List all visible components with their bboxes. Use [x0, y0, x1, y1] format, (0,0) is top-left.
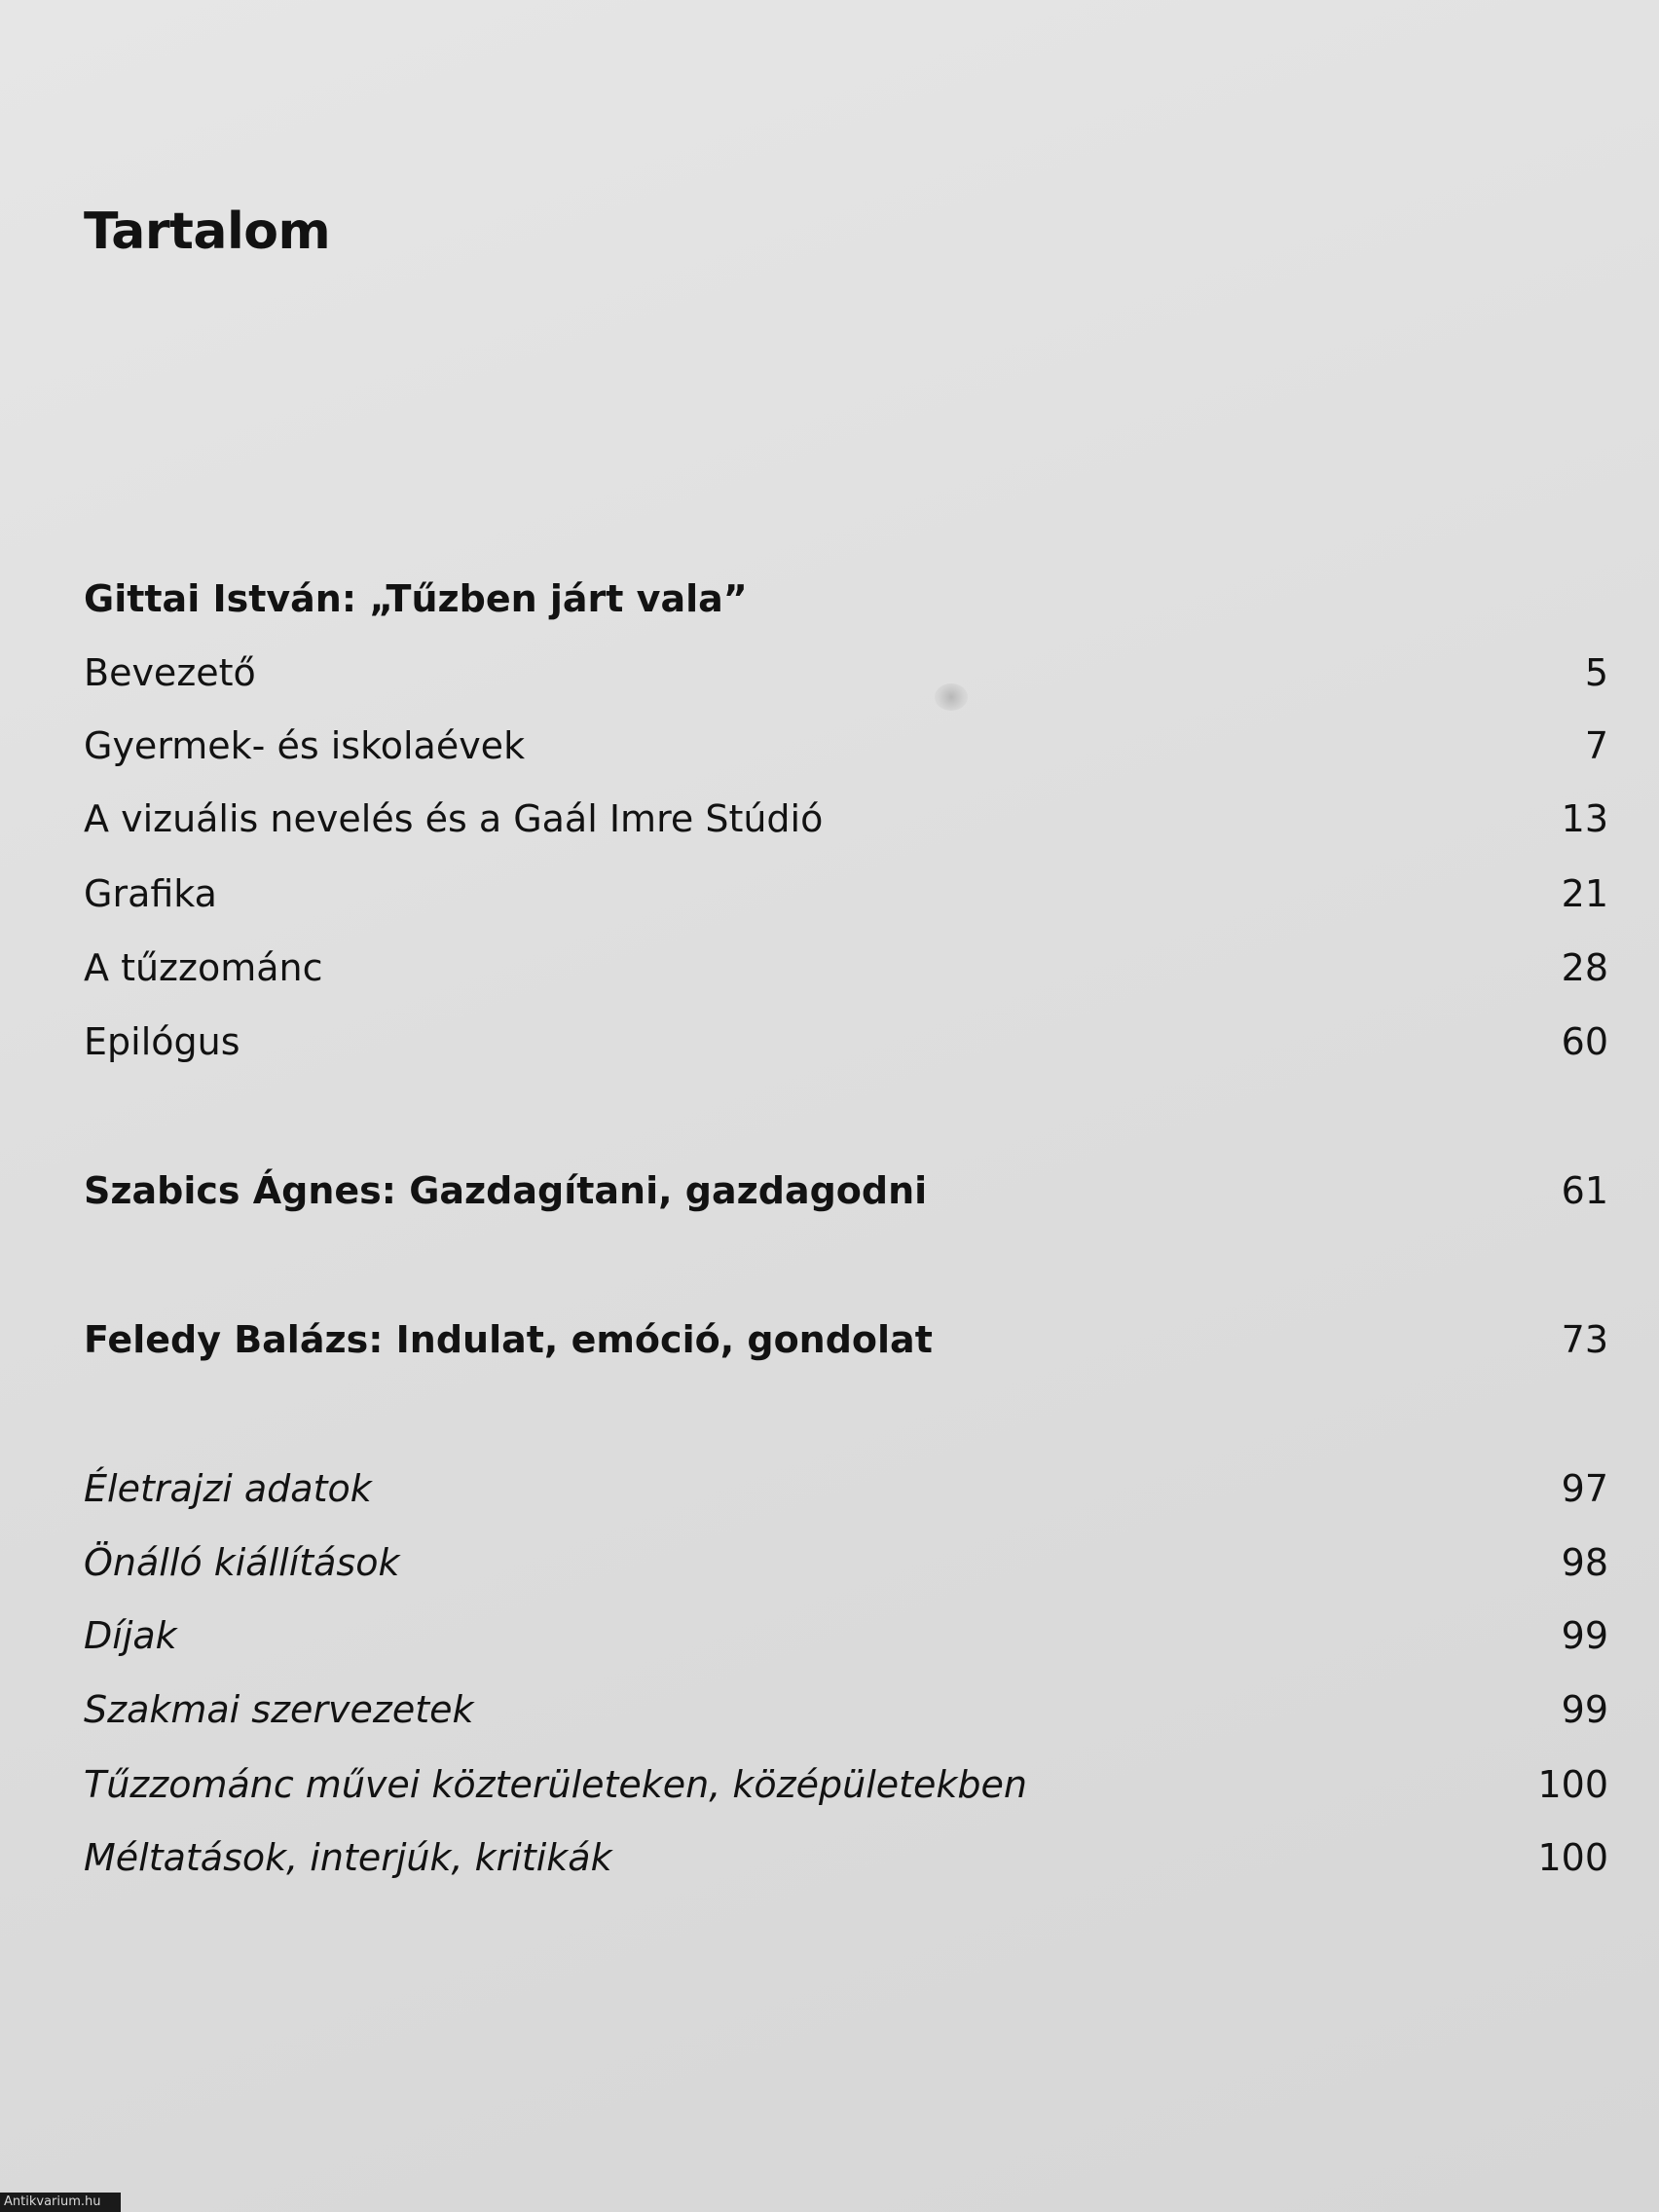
- toc-entry-appendix: [84, 1762, 1608, 1807]
- toc-entry-chapter: [84, 945, 1608, 990]
- toc-entry-appendix: [84, 1835, 1608, 1880]
- toc-entry-chapter: [84, 1019, 1608, 1064]
- toc-entry-label: Szabics Ágnes: Gazdagítani, gazdagodni: [84, 1169, 928, 1212]
- toc-entry-label: Tűzzománc művei közterületeken, középületekben: [84, 1763, 1028, 1806]
- toc-entry-appendix: [84, 1687, 1608, 1732]
- toc-entry-appendix: [84, 1466, 1608, 1511]
- toc-entry-page: 5: [1584, 651, 1608, 694]
- toc-entry-label: Feledy Balázs: Indulat, emóció, gondolat: [84, 1318, 933, 1361]
- toc-entry-label: Epilógus: [84, 1020, 240, 1063]
- toc-entry-label: Grafika: [84, 872, 217, 915]
- section-heading: [84, 576, 1608, 621]
- paper-smudge: [935, 683, 968, 711]
- toc-entry-page: 21: [1561, 872, 1608, 915]
- toc-entry-label: Bevezető: [84, 651, 256, 694]
- toc-entry-chapter: [84, 871, 1608, 916]
- toc-entry-chapter: [84, 723, 1608, 768]
- toc-entry-essay: [84, 1317, 1608, 1362]
- toc-entry-page: 97: [1561, 1467, 1608, 1510]
- toc-entry-page: 100: [1537, 1836, 1608, 1879]
- toc-entry-label: Gyermek- és iskolaévek: [84, 724, 526, 767]
- watermark: Antikvarium.hu: [0, 2193, 121, 2212]
- toc-entry-page: 28: [1561, 946, 1608, 989]
- section-heading-label: Gittai István: „Tűzben járt vala”: [84, 577, 748, 620]
- toc-entry-chapter: [84, 796, 1608, 841]
- toc-entry-page: 13: [1561, 797, 1608, 840]
- toc-entry-appendix: [84, 1540, 1608, 1585]
- toc-entry-label: A tűzzománc: [84, 946, 323, 989]
- toc-entry-label: Életrajzi adatok: [84, 1467, 372, 1510]
- toc-entry-page: 61: [1561, 1169, 1608, 1212]
- toc-entry-label: Önálló kiállítások: [84, 1541, 400, 1584]
- toc-entry-label: A vizuális nevelés és a Gaál Imre Stúdió: [84, 797, 824, 840]
- toc-entry-page: 99: [1561, 1614, 1608, 1657]
- page-title: Tartalom: [84, 203, 331, 261]
- toc-entry-page: 99: [1561, 1688, 1608, 1731]
- toc-entry-page: 60: [1561, 1020, 1608, 1063]
- toc-entry-appendix: [84, 1613, 1608, 1658]
- toc-entry-page: 98: [1561, 1541, 1608, 1584]
- toc-entry-essay: [84, 1168, 1608, 1213]
- toc-entry-page: 100: [1537, 1763, 1608, 1806]
- toc-entry-chapter: [84, 650, 1608, 695]
- toc-entry-page: 73: [1561, 1318, 1608, 1361]
- toc-entry-page: 7: [1584, 724, 1608, 767]
- toc-entry-label: Díjak: [84, 1614, 177, 1657]
- toc-entry-label: Szakmai szervezetek: [84, 1688, 474, 1731]
- toc-entry-label: Méltatások, interjúk, kritikák: [84, 1836, 612, 1879]
